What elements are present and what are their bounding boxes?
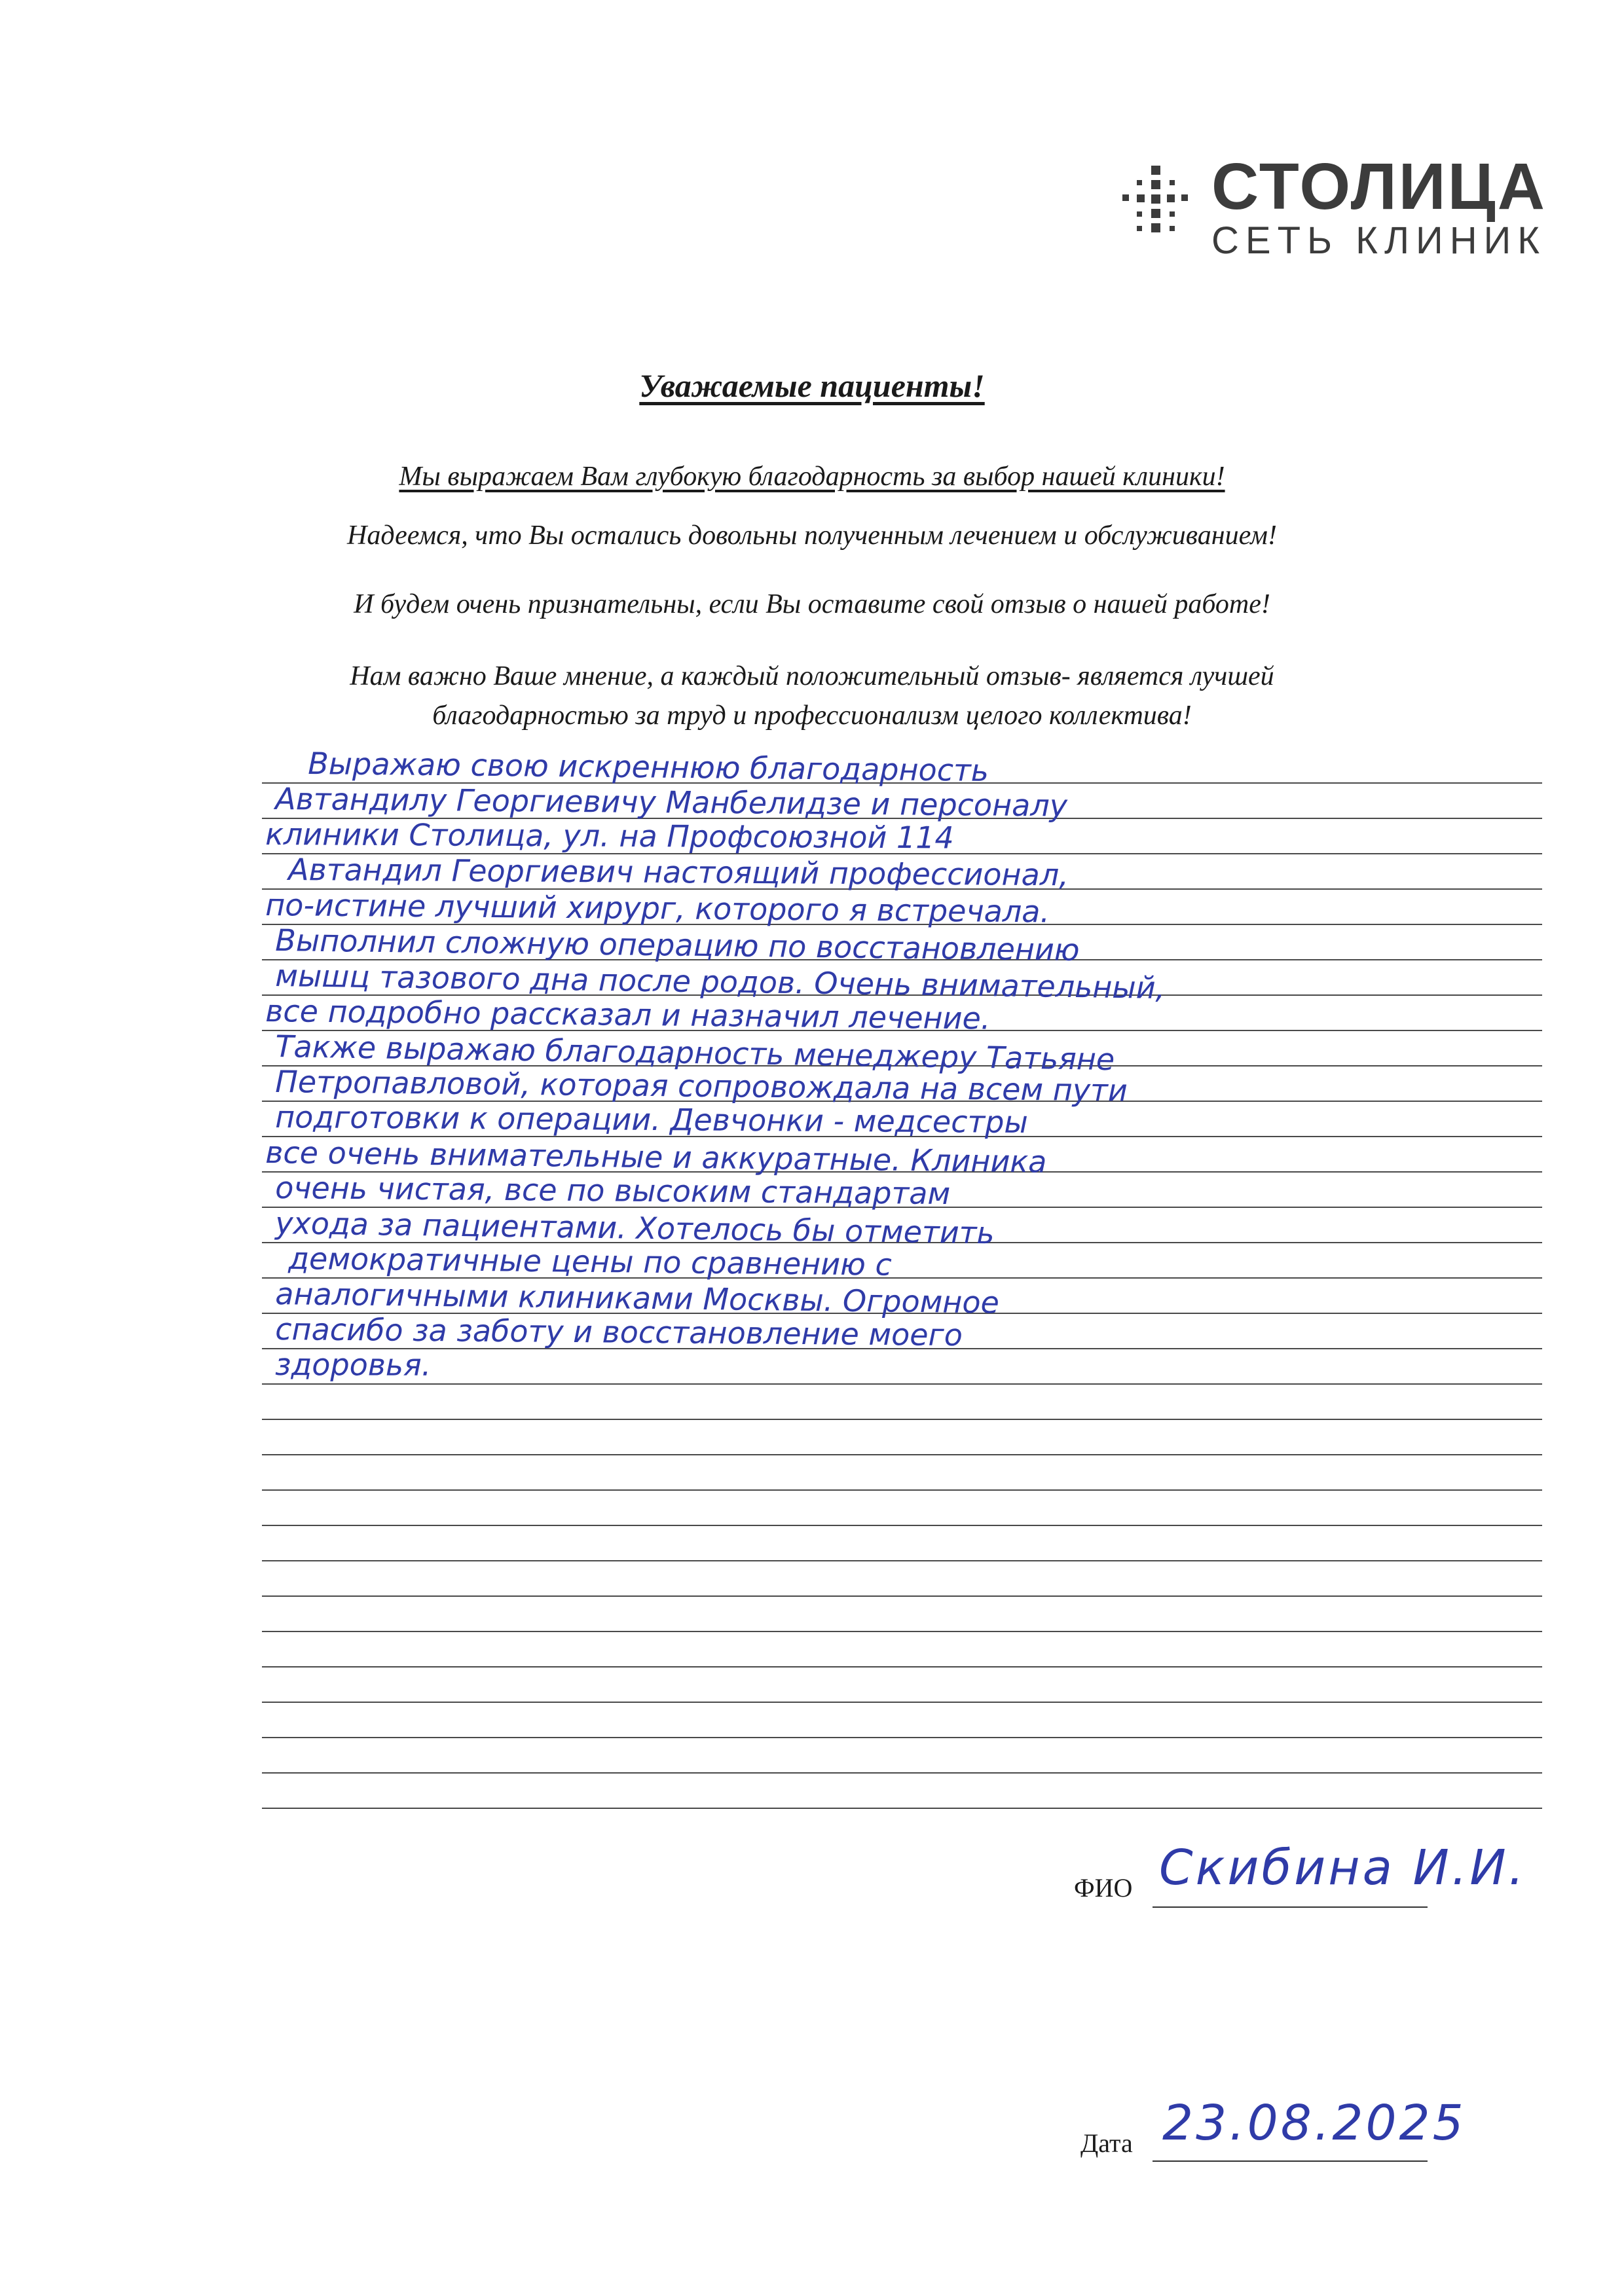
ruled-line [262,1595,1542,1597]
fio-label: ФИО [1074,1873,1133,1903]
review-line: подготовки к операции. Девчонки - медсестры [275,1099,1028,1140]
logo-name: СТОЛИЦА [1211,150,1547,223]
review-line: клиники Столица, ул. на Профсоюзной 114 [265,816,954,856]
review-line: здоровья. [275,1347,432,1383]
ruled-line [262,1419,1542,1420]
ruled-line [262,1525,1542,1526]
date-label: Дата [1080,2128,1133,2158]
ruled-line [262,1489,1542,1491]
intro-line-1-text: Мы выражаем Вам глубокую благодарность за выбор нашей клиники! [399,462,1225,492]
intro-line-5: благодарностью за труд и профессионализм целого коллектива! [432,701,1192,731]
ruled-line [262,1772,1542,1774]
ruled-line [262,1631,1542,1632]
logo-subtitle: СЕТЬ КЛИНИК [1211,219,1547,262]
ruled-line [262,1702,1542,1703]
date-value: 23.08.2025 [1162,2095,1466,2151]
review-line: очень чистая, все по высоким стандартам [275,1170,951,1211]
ruled-line [262,1808,1542,1809]
date-underline [1153,2160,1428,2162]
review-line: Автандил Георгиевич настоящий профессионал, [288,852,1069,893]
page-title-text: Уважаемые пациенты! [639,367,985,404]
ruled-line [262,1383,1542,1385]
review-line: мышц тазового дна после родов. Очень внимательный, [275,958,1166,1006]
ruled-line [262,1454,1542,1455]
clinic-logo [1113,147,1559,262]
dotted-cross-icon [1113,160,1198,246]
review-line: спасибо за заботу и восстановление моего [275,1311,963,1353]
ruled-line [262,1666,1542,1667]
intro-line-4: Нам важно Ваше мнение, а каждый положительный отзыв- является лучшей [350,661,1274,691]
review-line: все подробно рассказал и назначил лечение. [265,993,991,1036]
intro-line-3: И будем очень признательны, если Вы оставите свой отзыв о нашей работе! [354,589,1270,619]
review-line: ухода за пациентами. Хотелось бы отметить [275,1205,995,1251]
intro-line-1 [0,458,1624,495]
review-line: Петропавловой, которая сопровождала на всем пути [275,1064,1128,1108]
review-line: Выполнил сложную операцию по восстановлению [275,922,1080,968]
review-line: аналогичными клиниками Москвы. Огромное [275,1276,1000,1321]
review-line: все очень внимательные и аккуратные. Клиника [265,1135,1047,1180]
review-line: демократичные цены по сравнению с [288,1241,893,1283]
review-line: по-истине лучший хирург, которого я встречала. [265,887,1050,930]
page-title [0,367,1624,405]
fio-signature: Скибина И.И. [1159,1840,1527,1896]
fio-underline [1153,1906,1428,1908]
ruled-line [262,1737,1542,1738]
intro-line-2: Надеемся, что Вы остались довольны полученным лечением и обслуживанием! [347,520,1277,551]
review-line: Автандилу Георгиевичу Манбелидзе и персоналу [275,781,1068,824]
ruled-line [262,1560,1542,1561]
review-line: Также выражаю благодарность менеджеру Татьяне [275,1029,1115,1078]
review-line: Выражаю свою искреннюю благодарность [308,746,989,788]
